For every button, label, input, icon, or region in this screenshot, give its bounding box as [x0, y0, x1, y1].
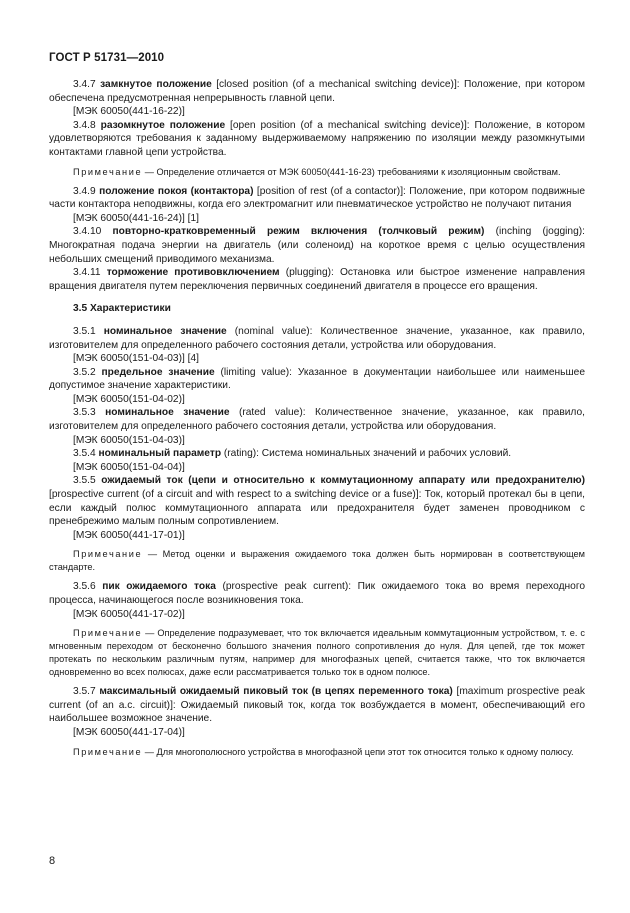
clause-3-5-2 [49, 366, 585, 393]
note-text: — Для многополюсного устройства в многофазной цепи этот ток относится только к одному полюсу. [142, 746, 574, 757]
clause-number: 3.5.5 [73, 475, 96, 487]
clause-term: предельное значение [101, 366, 215, 378]
clause-text: (limiting value): Указанное в документации наибольшее или наименьшее допустимое значение характеристики. [49, 366, 585, 392]
clause-term: разомкнутое положение [100, 119, 226, 131]
note-label: Примечание [73, 549, 143, 560]
clause-text: [position of rest (of a contactor)]: Положение, при котором подвижные части контактора неподвижны, когда его электромагнит или пневматическое устройство не получают питания [49, 185, 586, 211]
note-4 [49, 746, 585, 759]
clause-number: 3.5.4 [73, 448, 96, 460]
clause-number: 3.5.7 [73, 686, 96, 698]
clause-reference: [МЭК 60050(441-17-01)] [73, 529, 185, 541]
section-heading: 3.5 Характеристики [73, 303, 171, 315]
clause-3-5-7 [49, 685, 585, 726]
clause-reference: [МЭК 60050(151-04-04)] [73, 461, 185, 473]
note-label: Примечание [73, 628, 143, 639]
clause-reference: [МЭК 60050(441-16-22)] [73, 106, 185, 118]
clause-text: [maximum prospective peak current (of an a.c. circuit)]: Ожидаемый пиковый ток, когда ток возбуждается в момент, обеспечивающий его наибольшее возможное значение. [49, 686, 585, 725]
note-label: Примечание [73, 746, 143, 757]
clause-reference: [МЭК 60050(151-04-02)] [73, 393, 185, 405]
clause-3-5-3 [49, 406, 585, 433]
clause-text: (plugging): Остановка или быстрое изменение направления вращения двигателя путем переключения первичных соединений двигателя в процессе его вращения. [49, 267, 585, 292]
note-text: — Определение подразумевает, что ток включается идеальным коммутационным устройством, т. е. с мгновенным переходом от бесконечно большого значения полного сопротивления до нуля. Для цепей, где ток может протекать по нескольким различным путям, например для многофазных цепей, считается также, что ток включается одновременно во всех полюсах, даже если рассматривается только ток в одном полюсе. [49, 628, 585, 678]
note-2 [49, 548, 585, 574]
clause-reference: [МЭК 60050(151-04-03)] [73, 434, 185, 446]
clause-term: номинальный параметр [98, 448, 222, 460]
note-text: — Определение отличается от МЭК 60050(441-16-23) требованиями к изоляционным свойствам. [142, 166, 561, 177]
clause-text: [prospective current (of a circuit and with respect to a switching device or a fuse)]: Ток, который протекал бы в цепи, если каждый полюс коммутационного аппарата или предохранителя будет заменен проводником с пренебрежимо малым полным сопротивлением. [49, 489, 585, 528]
clause-term: номинальное значение [103, 325, 227, 337]
clause-term: номинальное значение [105, 407, 230, 419]
clause-number: 3.4.10 [73, 226, 102, 238]
clause-number: 3.4.11 [73, 267, 101, 279]
clause-text: [closed position (of a mechanical switching device)]: Положение, при котором обеспечена предусмотренная непрерывность главной цепи. [49, 79, 585, 104]
note-label: Примечание [73, 166, 143, 177]
clause-text: (rated value): Количественное значение, указанное, как правило, изготовителем для определенного рабочего состояния детали, устройства или оборудования. [49, 407, 585, 433]
clause-term: пик ожидаемого тока [102, 581, 216, 593]
note-text: — Метод оценки и выражения ожидаемого тока должен быть нормирован в соответствующем стандарте. [49, 549, 585, 573]
document-body [49, 78, 585, 759]
clause-number: 3.5.6 [73, 581, 96, 593]
clause-3-5-1 [49, 325, 585, 352]
clause-text: [open position (of a mechanical switching device)]: Положение, в котором удовлетворяются требования к заданному выдерживаемому напряжению по изоляции между разомкнутыми контактами главной цепи устройства. [49, 119, 585, 158]
clause-reference: [МЭК 60050(441-17-04)] [73, 726, 185, 738]
clause-3-5-4 [49, 447, 585, 461]
clause-text: (inching (jogging): Многократная подача энергии на двигатель (или соленоид) на короткое время с целью осуществления небольших смещений приводимого механизма. [49, 226, 585, 265]
note-3 [49, 627, 585, 679]
clause-term: максимальный ожидаемый пиковый ток (в цепях переменного тока) [99, 686, 453, 698]
clause-term: повторно-кратковременный режим включения (толчковый режим) [112, 226, 485, 238]
clause-3-4-8 [49, 119, 585, 160]
note-1 [49, 166, 585, 179]
clause-number: 3.5.3 [73, 407, 96, 419]
clause-3-5-6 [49, 580, 585, 607]
clause-term: ожидаемый ток (цепи и относительно к коммутационному аппарату или предохранителю) [101, 475, 585, 487]
standard-header: ГОСТ Р 51731—2010 [49, 52, 165, 64]
clause-term: замкнутое положение [100, 79, 212, 90]
clause-text: (rating): Система номинальных значений и рабочих условий. [221, 448, 512, 460]
clause-3-5-5 [49, 474, 585, 528]
clause-3-4-11 [49, 266, 585, 293]
clause-number: 3.4.7 [73, 79, 96, 90]
clause-number: 3.4.8 [73, 119, 96, 131]
clause-number: 3.5.1 [73, 325, 96, 337]
clause-3-4-10 [49, 225, 585, 266]
clause-3-4-9 [49, 185, 585, 212]
clause-reference: [МЭК 60050(151-04-03)] [4] [73, 353, 199, 365]
clause-3-4-7 [49, 78, 585, 105]
clause-text: (prospective peak current): Пик ожидаемого тока во время переходного процесса, начинающегося после возникновения тока. [49, 581, 585, 606]
clause-number: 3.5.2 [73, 366, 96, 378]
clause-reference: [МЭК 60050(441-17-02)] [73, 608, 185, 620]
clause-reference: [МЭК 60050(441-16-24)] [1] [73, 212, 199, 224]
page-number: 8 [49, 855, 56, 867]
clause-term: торможение противовключением [106, 267, 280, 279]
clause-text: (nominal value): Количественное значение, указанное, как правило, изготовителем для определенного рабочего состояния детали, устройства или оборудования. [49, 325, 585, 351]
clause-number: 3.4.9 [73, 185, 96, 197]
clause-term: положение покоя (контактора) [99, 185, 254, 197]
